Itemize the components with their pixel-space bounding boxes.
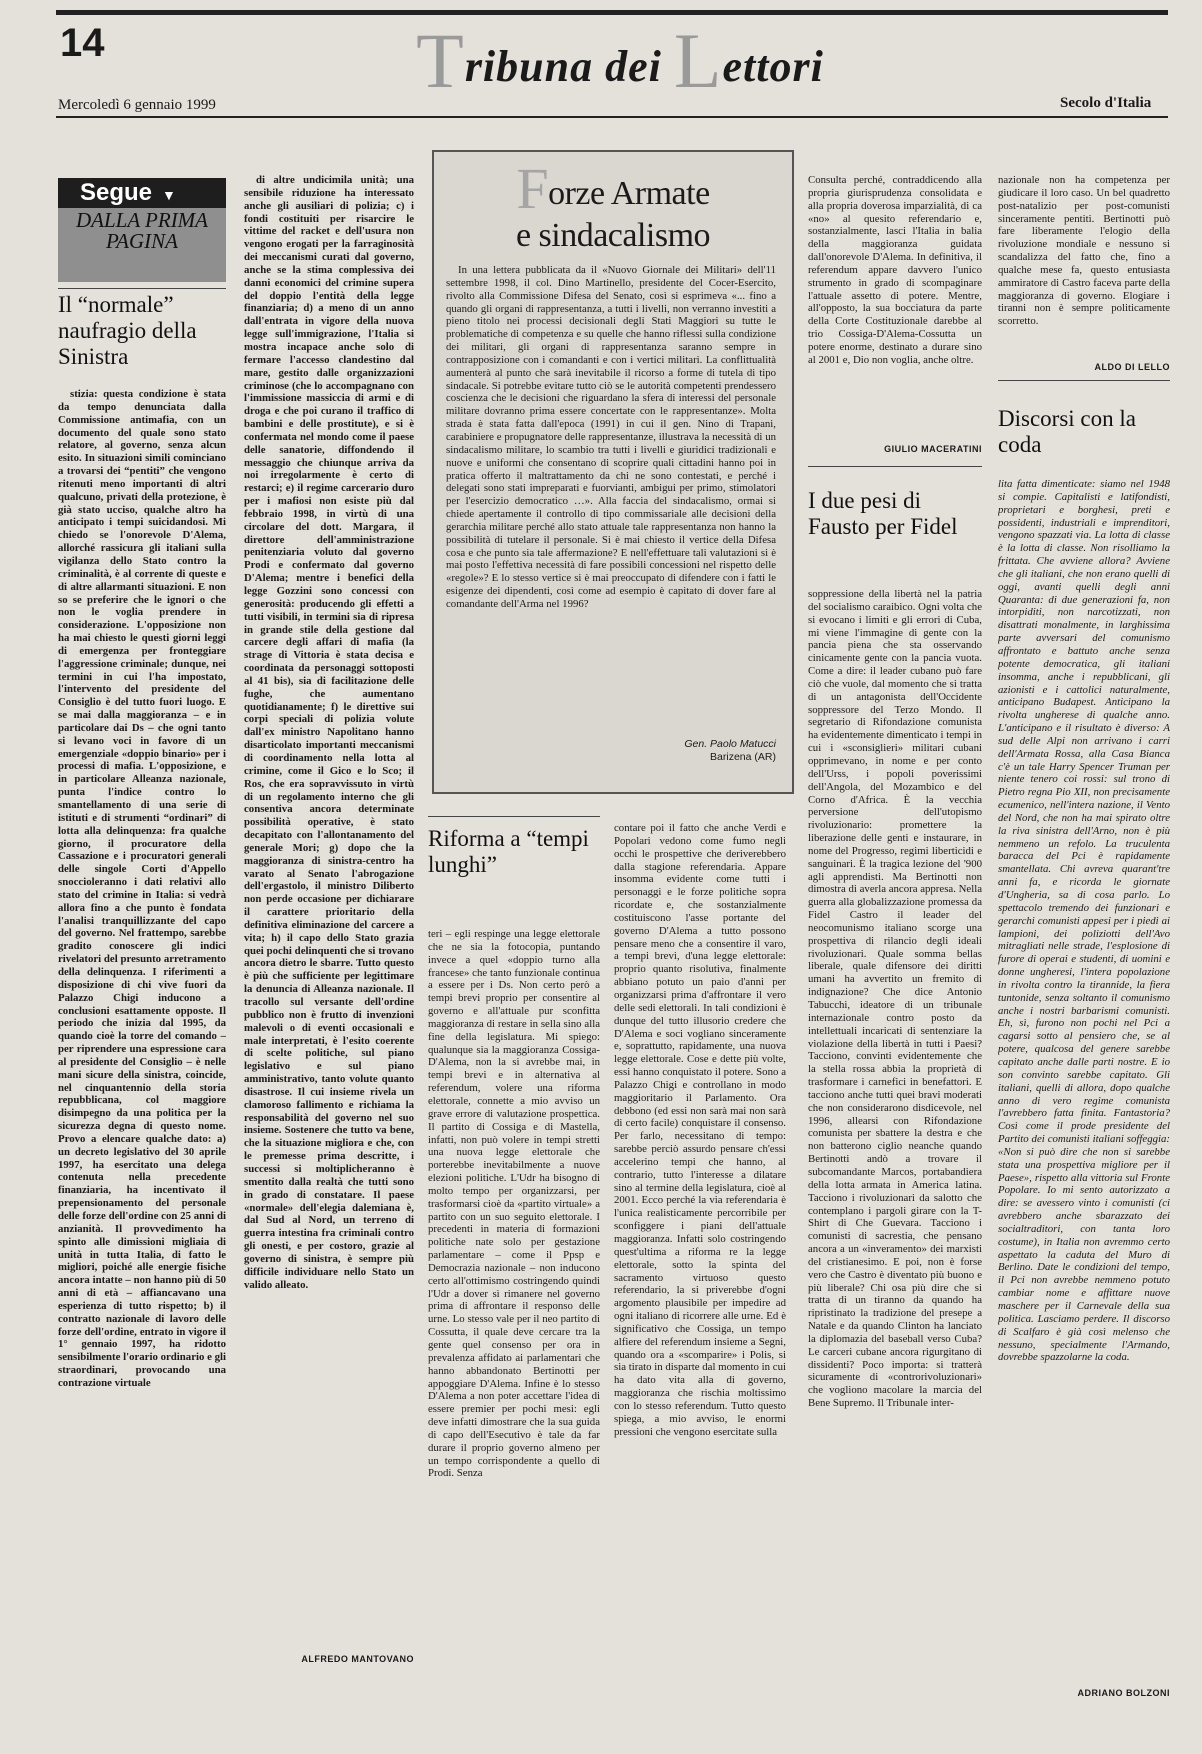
- article-consulta-text: Consulta perché, contraddicendo alla propria giurisprudenza consolidata e alla propria doverosa imparzialità, di ca «no» al quesito referendario e, sostanzialmente, lasci l'Italia in balia della maggioranza guidata dall'onorevole D'Alema. In definitiva, il referendum appare davvero l'unico strumento in grado di scompaginare l'attuale assetto di potere. Mentre, all'opposto, la sua bocciatura da parte della Corte Costituzionale darebbe al trio Cossiga-D'Alema-Cossutta un potere enorme, destinato a durare sino al 2001 e, Dio non voglia, anche oltre.: [808, 174, 982, 366]
- article-riforma-col1: [428, 928, 600, 1714]
- headline-due-pesi: I due pesi di Fausto per Fidel: [808, 488, 958, 539]
- box-title-line1: orze Armate: [548, 175, 710, 212]
- due-pesi-top-rule: [808, 466, 982, 467]
- masthead-initial-l: L: [673, 17, 723, 104]
- header-rule: [56, 116, 1168, 118]
- discorsi-top-rule: [998, 380, 1170, 381]
- page-number: 14: [60, 21, 105, 65]
- headline-riforma: Riforma a “tempi lunghi”: [428, 826, 589, 877]
- article-discorsi-text: lita fatta dimenticate: siamo nel 1948 si compie. Capitalisti e latifondisti, proprietari e borghesi, preti e possidenti, industriali e imprenditori, vengono spazzati via. La lotta di classe è la lotta di classe. Non risolliamo la frittata. Che avviene allora? Avviene che gli italiani, che non erano quelli di oggi, avanti quelli degli anni Quaranta: di due generazioni fa, non intorpiditi, non narcotizzati, non disattrati monalmente, in larghissima parte avversari del comunismo affrontato e battuto anche senza potente democratica, gli italiani insomma, anche i repubblicani, gli azionisti e i cattolici naturalmente, anticipano Budapest. Anticipano la rivolta ungherese di qualche anno. L'anticipano e il risultato è diverso: A sud delle Alpi non arrivano i carri dell'Armata Rossa, alla Casa Bianca c'è un tale Harry Spencer Truman per niente tenero coi rossi: sul trono di Pietro regna Pio XII, non precisamente ecumenico, nell'intera nazione, il Vento del Nord, che non ha mai spirato oltre la riva sinistra dell'Arno, non è più nemmeno un refolo. La truculenta baracca del Pci è rapidamente smantellata. Chi avreva quarant'tre anni fa, e ricorda le giornate d'Ungheria, sa di cosa parlo. Lo spettacolo tremendo dei funzionari e gerarchi comunisti appesi per i piedi ai lampioni, dei poliziotti dell'Avo mitragliati nelle strade, l'esplosione di furore di operai e studenti, di uomini e donne ungheresi, l'intera popolazione in rivolta contro la tirannide, la fiera tuntonide, senza soltanto il comunismo anche i nostri barbarismi comunisti. Eh, sì, furono non pochi nel Pci a cagarsi sotto al pensiero che, se al potere, qualcosa del genere sarebbe capitato anche dalle parti nostre. E io son convinto sarebbe capitato. Gli italiani, quelli di allora, dopo qualche anno di vero regime comunista l'avrebbero fatta finita. Fantastoria? Così come il prode presidente del Partito dei comunisti italiani soffeggia: «Non si può dire che non si sarebbe stata una prospettiva migliore per il Paese», rispetto alla vittoria sul Fronte Popolare. Io mi sento autorizzato a dire: se avessero vinto i comunisti (ci avrebbero anche sbarazzato dei socialtraditori, con tanta loro costume), in Italia non avremmo certo aspettato la caduta del Muro di Berlino. Date le condizioni del tempo, il Pci non avrebbe nemmeno potuto cambiar nome e affittare nuove maschere per il Carnevale della sua politica. Lasciamo perdere. Il discorso di Scalfaro è già così melenso che nessuno, specialmente l'Armando, dovrebbe spazzolarne la coda.: [998, 478, 1170, 1364]
- masthead-part-1: ribuna dei: [464, 42, 662, 91]
- headline-discorsi: Discorsi con la coda: [998, 406, 1136, 457]
- author-di-lello: ALDO DI LELLO: [1094, 362, 1170, 372]
- headline-normale-naufragio: Il “normale” naufragio della Sinistra: [58, 292, 197, 369]
- article-riforma-col2: [614, 822, 786, 1714]
- box-title-line2: e sindacalismo: [515, 217, 711, 254]
- box-body: [446, 264, 776, 730]
- article-riforma-col1-text: teri – egli respinge una legge elettorale che ne sia la fotocopia, puntando invece a quel «doppio turno alla francese» che tanto funzionale continua a essere per i Ds. Non certo però a tempi brevi proprio per consentire al governo e all'attuale pur sconfitta maggioranza di restare in sella sino alla fine della legislatura. Mi spiego: qualunque sia la maggioranza Cossiga-D'Alema, non la si avrebbe mai, in tempi brevi e in alternativa al referendum, volere una riforma elettorale, connette a mio avviso un grave errore di valutazione prospettica. Il partito di Cossiga e di Mastella, infatti, non può volere in tempi stretti una nuova legge elettorale che porterebbe inevitabilmente a nuove elezioni politiche. L'Udr ha bisogno di molto tempo per organizzarsi, per trasformarsi cioè da «partito virtuale» a partito con un suo seguito elettorale. I precedenti in materia di formazioni politiche nate solo per gestazione parlamentare – come il Ppsp e Democrazia nazionale – non inducono certo all'ottimismo costringendo quindi l'Udr a dover sì rimanere nel governo prima di affrontare il responso delle urne. Lo stesso vale per il neo partito di Cossutta, il quale deve cercare tra la gente quel consenso per ora in prevalenza affidato ai parlamentari che hanno abbandonato Bertinotti per appoggiare D'Alema. Infine è lo stesso D'Alema a non poter accettare l'idea di essere premier per pochi mesi: egli deve infatti dimostrare che la sua guida di capo dell'Esecutivo è tale da far durare il proprio governo almeno per un tempo corrispondente a quello di Prodi. Senza: [428, 928, 600, 1480]
- box-signature: [446, 738, 776, 764]
- box-signature-name: Gen. Paolo Matucci: [684, 738, 776, 750]
- triangle-down-icon: ▼: [162, 187, 176, 203]
- article-normale-col1: [58, 388, 226, 1660]
- article-normale-col2-text: di altre undicimila unità; una sensibile riduzione ha interessato anche gli ausiliari di polizia; c) i fondi costituiti per risarcire le vittime del racket e dell'usura non vengono erogati per la farraginosità dei meccanismi curati dal governo, anche se la stima complessiva dei danni economici del crimine supera del doppio l'entità della legge finanziaria; d) a meno di un anno dall'entrata in vigore della nuova legge sull'immigrazione, l'Italia si mostra incapace anche solo di fermare l'accesso clandestino dal mare, gestito dalle organizzazioni criminose (che lo accompagnano con l'immissione massiccia di armi e di droga e che poi curano il traffico di bambini e delle prostitute), e si è confermata nel mondo come il paese delle sanatorie, diffondendo il messaggio che chiunque arriva da noi irregolarmente è certo di restarci; e) il regime carcerario duro per i mafiosi non esiste più dal febbraio 1998, in virtù di una circolare del dott. Margara, il direttore dell'amministrazione penitenziaria voluto dal governo Prodi e confermato dal governo D'Alema; mentre i benefici della legge Gozzini sono concessi con generosità: producendo gli effetti a tutti visibili, in termini sia di ripresa in grande stile della gestione dal carcere degli affari di mafia (la strage di Vittoria è stata decisa e coordinata da personaggi sottoposti al 41 bis), sia di facilitazione delle fughe, che aumentano quotidianamente; f) le direttive sui corpi speciali di polizia volute dall'ex ministro Napolitano hanno disarticolato importanti meccanismi di coordinamento nella lotta al crimine, come il Gico e lo Sco; il Ros, che era sopravvissuto in virtù di un regolamento interno che gli consentiva ancora determinate possibilità operative, è stato decapitato con l'allontanamento del generale Mori; g) dopo che la maggioranza di sinistra-centro ha varato al Senato l'abrogazione dell'ergastolo, il ministro Diliberto non perde occasione per dichiarare il carattere prioritario della definitiva eliminazione del carcere a vita; h) il capo dello Stato grazia quei pochi delinquenti che si trovano ancora dietro le sbarre. Tutto questo è più che sufficiente per legittimare la denuncia di Alleanza nazionale. Il tracollo sul versante dell'ordine pubblico non è frutto di invenzioni malevoli o di eventi occasionali e male interpretati, è l'esito coerente di scelte politiche, sul piano legislativo e sul piano amministrativo, tanto volute quanto disastrose. Il cui insieme rivela un clamoroso fallimento e richiama la responsabilità del governo nel suo insieme. Sostenere che tutto va bene, che la situazione migliora e che, con le premesse prima descritte, i successi si moltiplicheranno è smentito dalla realtà che tutti sono in grado di constatare. Il paese «normale» dell'elegia dalemiana è, dal Sud al Nord, un terreno di guerra intestina fra criminali contro gli onesti, e per costoro, grazie al governo di sinistra, è sempre più difficile individuare nello Stato un valido alleato.: [244, 174, 414, 1291]
- article-normale-col1-text: stizia: questa condizione è stata da tempo denunciata dalla Commissione antimafia, con un documento del quale sono stato relatore, al governo, senza alcun esito. In situazioni simili cominciano a trovarsi dei “pentiti” che vengono ritenuti meno importanti di altri qualcuno, privati della protezione, è già stato ucciso, qualche altro ha anticipato i tempi suicidandosi. Mi chiedo se l'onorevole D'Alema, allorché rassicura gli italiani sulla vigilanza dello Stato contro la criminalità, è al corrente di queste e di altre allarmanti situazioni. E non so se preferire che le ignori o che non le voglia prendere in considerazione. L'opposizione non ha mai chiesto le questi giorni leggi di emergenza per fronteggiare l'aggressione criminale; dunque, nei termini in cui l'ha impostato, l'intervento del presidente del Consiglio è del tutto fuori luogo. E se mai dalla maggioranza – e in particolare dai Ds – che ogni tanto si levano voci in favore di un emergenziale «doppio binario» per i processi di mafia. L'opposizione, e in particolare Alleanza nazionale, punta l'indice contro lo smantellamento di una serie di istituti e di strumenti “ordinari” di lotta alla delinquenza: fra qualche giorno, il procuratore della Cassazione e i procuratori generali delle singole Corti d'Appello snoccioleranno i dati relativi allo stato del crimine in Italia: si vedrà allora fino a che punto è fondata l'analisi tranquillizzante del capo del governo. Nel frattempo, sarebbe gradito conoscere gli indici rivelatori del presunto arretramento della delinquenza. I riferimenti a disposizione di chi vive fuori da Palazzo Chigi inducono a conclusioni esattamente opposte. Il periodo che inizia dal 1995, da quando cioè la torre del comando – per riprendere una espressione cara al presidente del Consiglio – è nelle mani sicure della sinistra, coincide, nel cinquantennio della storia repubblicana, col maggiore disimpegno da una politica per la sicurezza degna di questo nome. Provo a elencare qualche dato: a) un decreto legislativo del 30 aprile 1997, ha esercitato una delega contenuta nella precedente finanziaria, ha incentivato il prepensionamento del personale delle forze dell'ordine con 25 anni di anzianità. Il provvedimento ha spinto alle dimissioni migliaia di unità in tutta Italia, di fatto le migliori, poiché alle energie fisiche ancora intatte – non hanno più di 50 anni di età – affiancavano una esperienza di tutto rispetto; b) il contratto nazionale di lavoro delle forze dell'ordine, entrato in vigore il 1° gennaio 1997, ha ridotto sensibilmente l'orario ordinario e gli straordinari, provocando una contrazione virtuale: [58, 388, 226, 1389]
- box-title-dropcap: F: [516, 156, 549, 221]
- masthead-part-2: ettori: [722, 42, 824, 91]
- masthead: [410, 17, 830, 104]
- article-consulta: [808, 174, 982, 438]
- box-body-text: In una lettera pubblicata da il «Nuovo Giornale dei Militari» dell'11 settembre 1998, il col. Dino Martinello, presidente del Cocer-Esercito, rivolto alla Commissione Difesa del Senato, così si esprimeva «... fino a quando gli organi di rappresentanza, a tutti i livelli, non verranno investiti a pieno titolo nei processi decisionali degli Stati Maggiori su tutte le problematiche di competenza e su quelle che hanno riflessi sulla condizione dei militari, gli organi di rappresentanza saranno sempre in contrapposizione con i comandanti e con i vertici militari. La conflittualità aumenterà al punto che sarà inevitabile il ricorso a forme di tutela di tipo sindacale. Si potrebbe evitare tutto ciò se le autorità competenti prendessero coscienza che le decisioni che riguardano la sfera di interessi del personale militare dovranno prima essere concertate con le rappresentanze». Molta strada è stata fatta dall'epoca (1991) in cui il gen. Nino di Trapani, carabiniere e propugnatore delle rappresentanze, illustrava la necessità di un sindacalismo militare, lo scambio tra tutti i livelli e giuridici tradizionali e nuove e uniformi che consentano di scoprire quali cittadini hanno poi in pratica offerto il maltrattamento da chi ne sono contestati, e perché i delegati sono stati impreparati e fuorvianti, ambigui per primo, stimolatori per l'esercizio democratico …». Alla faccia del sindacalismo, ormai si chiede apertamente il controllo di tipo commissariale alle decisioni della gerarchia militare perché allo stato attuale tale rappresentanza non hanno la possibilità di tutelare il personale. Si è mai chiesto il vertice della Difesa cosa e che punto sia tale affermazione? E nell'effettuare tali valutazioni si è mai posto l'effettiva necessità di fare possibili concessioni nel rispetto delle «regole»? E lo stesso vertice si è mai preoccupato di difendere con i fatti le esigenze dei dipendenti, così come ad esempio è capitato di dover fare al comandante dell'Arma nel 1996?: [446, 264, 776, 610]
- article-riforma-col2-text: contare poi il fatto che anche Verdi e Popolari vedono come fumo negli occhi le prospettive che deriverebbero dalla stagione referendaria. Appare insomma evidente come tutti i personaggi e le forze politiche sopra ricordate e, che sostanzialmente costituiscono l'asse portante del governo D'Alema a tutto possono pensare meno che a consentire il varo, a tempi brevi, d'una legge elettorale: proprio quanto risolutiva, finalmente abbiano potuto un paio d'anni per organizzarsi prima d'affrontare il vero delle sedi elettorali. In tali condizioni è dunque del tutto illusorio credere che D'Alema e soci vogliano sinceramente e, soprattutto, rapidamente, una nuova legge elettorale. Cose e dette più volte, essi hanno conquistato il potere. Sono a Palazzo Chigi e controllano in modo maggioritario il Parlamento. Ora debbono (ed essi non sarà mai non sarà di certo facile) conquistare il consenso. Per farlo, necessitano di tempo: sarebbe perciò assurdo pensare ch'essi accelerino tempi che hanno, al contrario, tutto l'interesse a dilatare sino al termine della legislatura, cioè al 2001. Ecco perché la via referendaria è l'unica realisticamente percorribile per sconfiggere i piani dell'attuale maggioranza. Infatti solo costringendo quest'ultima a riforma re la legge elettorale, sotto la spinta del sacramento virtuoso questo referendario, la si priverebbe d'ogni argomento plausibile per impedire ad ogni italiano di ricorrere alle urne. Ed è significativo che Cossiga, un tempo alfiere del referendum insieme a Segni, quando ora a «scomparire» i Polis, si sia tirato in disparte dal momento in cui ha dato vita alla di governo, maggioranza che rischia moltissimo con lo stesso referendum. Tutto questo spiega, a mio avviso, le enormi pressioni che vengono esercitate sulla: [614, 822, 786, 1438]
- segue-divider: [58, 288, 226, 289]
- article-due-pesi-text: soppressione della libertà nel la patria del socialismo caraibico. Ogni volta che si evocano i limiti e gli errori di Cuba, mi viene l'immagine di gente con la pancia piena che sta osservando cinicamente gente con la pancia vuota. Come a dire: il leader cubano può fare ciò che vuole, dal momento che si tratta di un antagonista dell'Occidente soppressore del Terzo Mondo. Il segretario di Rifondazione comunista ha evidentemente dimenticato i tempi in cui i «sconsiglieri» militari cubani opprimevano, in nome e per conto dell'Urss, i popoli poverissimi dell'Angola, del Mozambico e del Corno d'Africa. È la vecchia perversione dell'utopismo rivoluzionario: promettere la liberazione delle genti e instaurare, in nome del Progresso, regimi liberticidi e sanguinari. È la tragica lezione del '900 agli apprendisti. Ma Bertinotti non dimostra di averla ancora appresa. Nella guerra alla globalizzazione promessa da Fidel Castro il leader del neocomunismo italiano scorge una prospettiva di rilancio degli ideali rivoluzionari. Quale somma bellas liberale, quale difensore dei diritti umani ha avvertito un fremito di indignazione? Che dice Antonio Tabucchi, ideatore di un tribunale internazionale contro posto da intellettuali incaricati di sentenziare la violazione della libertà in tutti i Paesi? Tacciono, convinti evidentemente che la stella rossa abbia la proprietà di trasformare i carnefici in benefattori. E tacciono anche tutti quei bravi moderati che non considerarono disdicevole, nel 1996, allearsi con Rifondazione comunista per sbattere la destra e che non batterono ciglio neanche quando Bertinotti andò a trovare il subcomandante Marcos, portabandiera della lotta armata in America latina. Tacciono i rivoluzionari da salotto che contemplano i pargoli girare con la T-Shirt di Che Guevara. Tacciono i comunisti di sacrestia, che pensano ancora a un «inveramento» dei marxisti del cristianesimo. E poi, non è forse vero che Castro è diventato più buono e più liberale? Chi osa più dire che si tratta di un tiranno da quando ha ripristinato la tradizione del presepe a Natale e da quando Clinton ha lanciato la diplomazia del baseball verso Cuba? Le carceri cubane ancora rigurgitano di dissidenti? Poco importa: si tratterà sicuramente di «controrivoluzionari» che vogliono macolare la marcia del Bene Supremo. Il Tribunale inter-: [808, 588, 982, 1410]
- article-due-pesi: [808, 588, 982, 1714]
- article-due-pesi-end: [998, 174, 1170, 356]
- author-bolzoni: ADRIANO BOLZONI: [1077, 1688, 1170, 1698]
- box-signature-location: Barizena (AR): [710, 751, 776, 763]
- segue-subtitle: DALLA PRIMA PAGINA: [75, 208, 209, 253]
- segue-text: Segue: [80, 179, 153, 206]
- author-mantovano: ALFREDO MANTOVANO: [301, 1654, 414, 1664]
- top-rule: [56, 10, 1168, 15]
- article-due-pesi-end-text: nazionale non ha competenza per giudicare il loro caso. Un bel quadretto post-natalizio per post-comunisti sinceramente pentiti. Bertinotti può fare liberamente l'elogio della rivoluzione mondiale e nessuno si scandalizza del fatto che, fino a qualche mese fa, questo entusiasta ammiratore di Castro faceva parte della maggioranza di governo. Elogiare i tiranni non è sempre politicamente scorretto.: [998, 174, 1170, 328]
- author-maceratini: GIULIO MACERATINI: [884, 444, 982, 454]
- issue-date: Mercoledì 6 gennaio 1999: [58, 97, 216, 113]
- newspaper-name: Secolo d'Italia: [1060, 95, 1152, 111]
- article-discorsi: [998, 478, 1170, 1682]
- masthead-initial-t: T: [416, 17, 465, 104]
- article-normale-col2: [244, 174, 414, 1612]
- box-title: [432, 156, 794, 257]
- segue-label: [58, 178, 226, 208]
- riforma-top-rule: [428, 816, 600, 817]
